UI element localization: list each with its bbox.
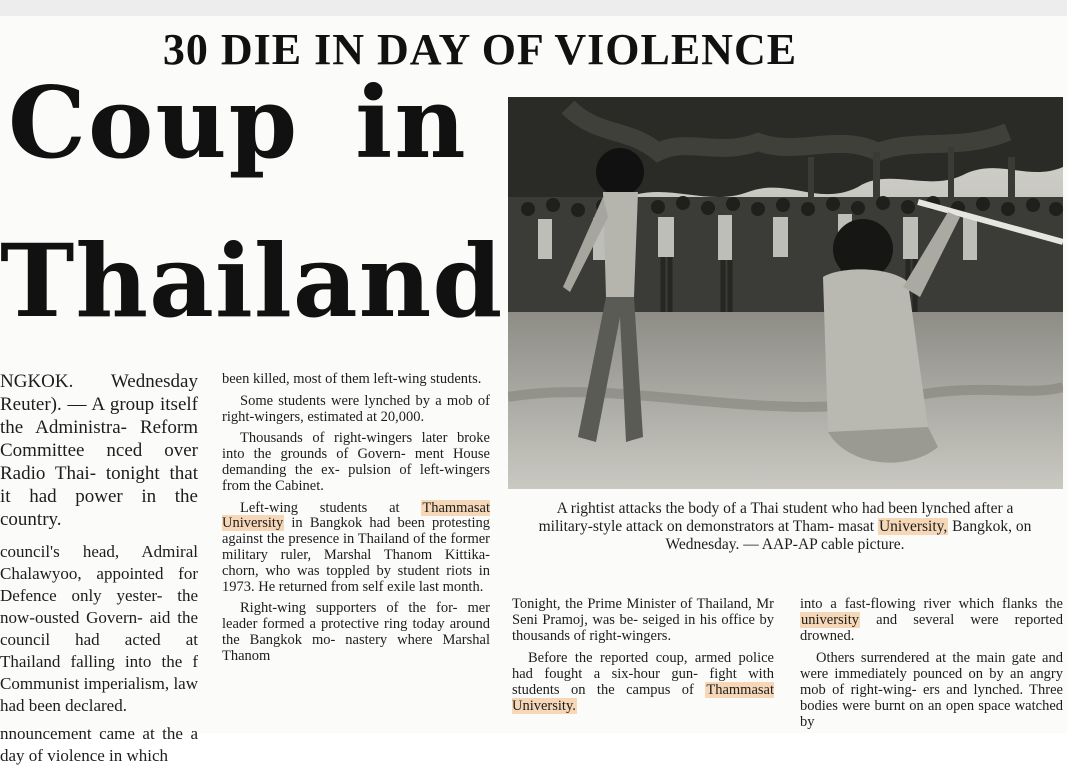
paragraph: been killed, most of them left-wing students. — [222, 371, 482, 387]
photo-illustration — [508, 97, 1063, 489]
main-headline-line-2: Thailand — [0, 222, 504, 340]
article-column-3 — [512, 596, 774, 720]
paragraph: Before the reported coup, armed police had fought a six-hour gun- fight with students on the campus of Thammasat University. — [512, 650, 774, 714]
paragraph: Tonight, the Prime Minister of Thailand, Mr Seni Pramoj, was be- seiged in his office by thousands of right-wingers. — [512, 596, 774, 644]
paragraph: Right-wing supporters of the for- mer leader formed a protective ring today around the Bangkok mo- nastery where Marshal Thanom — [222, 600, 490, 664]
search-highlight[interactable]: University, — [878, 518, 948, 535]
viewer-top-bar — [0, 0, 1067, 16]
search-highlight[interactable]: Thammasat University — [222, 499, 490, 532]
paragraph: Some students were lynched by a mob of right-wingers, estimated at 20,000. — [222, 392, 490, 425]
paragraph: nnouncement came at the a day of violence in which — [0, 724, 198, 765]
paragraph: council's head, Admiral Chalawyoo, appointed for Defence only yester- the now-ousted Govern- aid the council had acted at Thailand falling into the f Communist imperialism, law had been declared. — [0, 542, 198, 715]
kicker-headline: 30 DIE IN DAY OF VIOLENCE — [162, 25, 798, 74]
paragraph: Left-wing students at Thammasat University in Bangkok had been protesting against the presence in Thailand of the former military ruler, Marshal Thanom Kittika- chorn, who was toppled by student riots in 1973. He returned from self exile last month. — [222, 499, 490, 595]
paragraph: Thousands of right-wingers later broke into the grounds of Govern- ment House demanding the ex- pulsion of left-wingers from the Cabinet. — [222, 430, 490, 494]
article-column-2 — [222, 372, 490, 671]
paragraph: Others surrendered at the main gate and were immediately pounced on by an angry mob of right-wing- ers and lynched. Three bodies were burnt on an open space watched by — [800, 650, 1063, 730]
news-photo — [508, 97, 1063, 489]
search-highlight[interactable]: Thammasat University. — [512, 682, 774, 714]
main-headline-line-1 — [8, 66, 468, 181]
article-column-1 — [0, 370, 198, 773]
article-column-4 — [800, 596, 1063, 736]
search-highlight[interactable]: university — [801, 612, 859, 628]
headline-word-coup: Coup — [8, 66, 300, 181]
headline-word-in: in — [355, 66, 468, 181]
paragraph: into a fast-flowing river which flanks the university and several were reported drowned. — [800, 596, 1063, 644]
photo-caption: A rightist attacks the body of a Thai student who had been lynched after a military-style attack on demonstrators at Tham- masat University, Bangkok, on Wednesday. — AAP-AP cable picture. — [538, 500, 1032, 553]
lead-paragraph: NGKOK. Wednesday Reuter). — A group itself the Administra- Reform Committee nced over Radio Thai- tonight that it had power in the country. — [0, 371, 198, 530]
